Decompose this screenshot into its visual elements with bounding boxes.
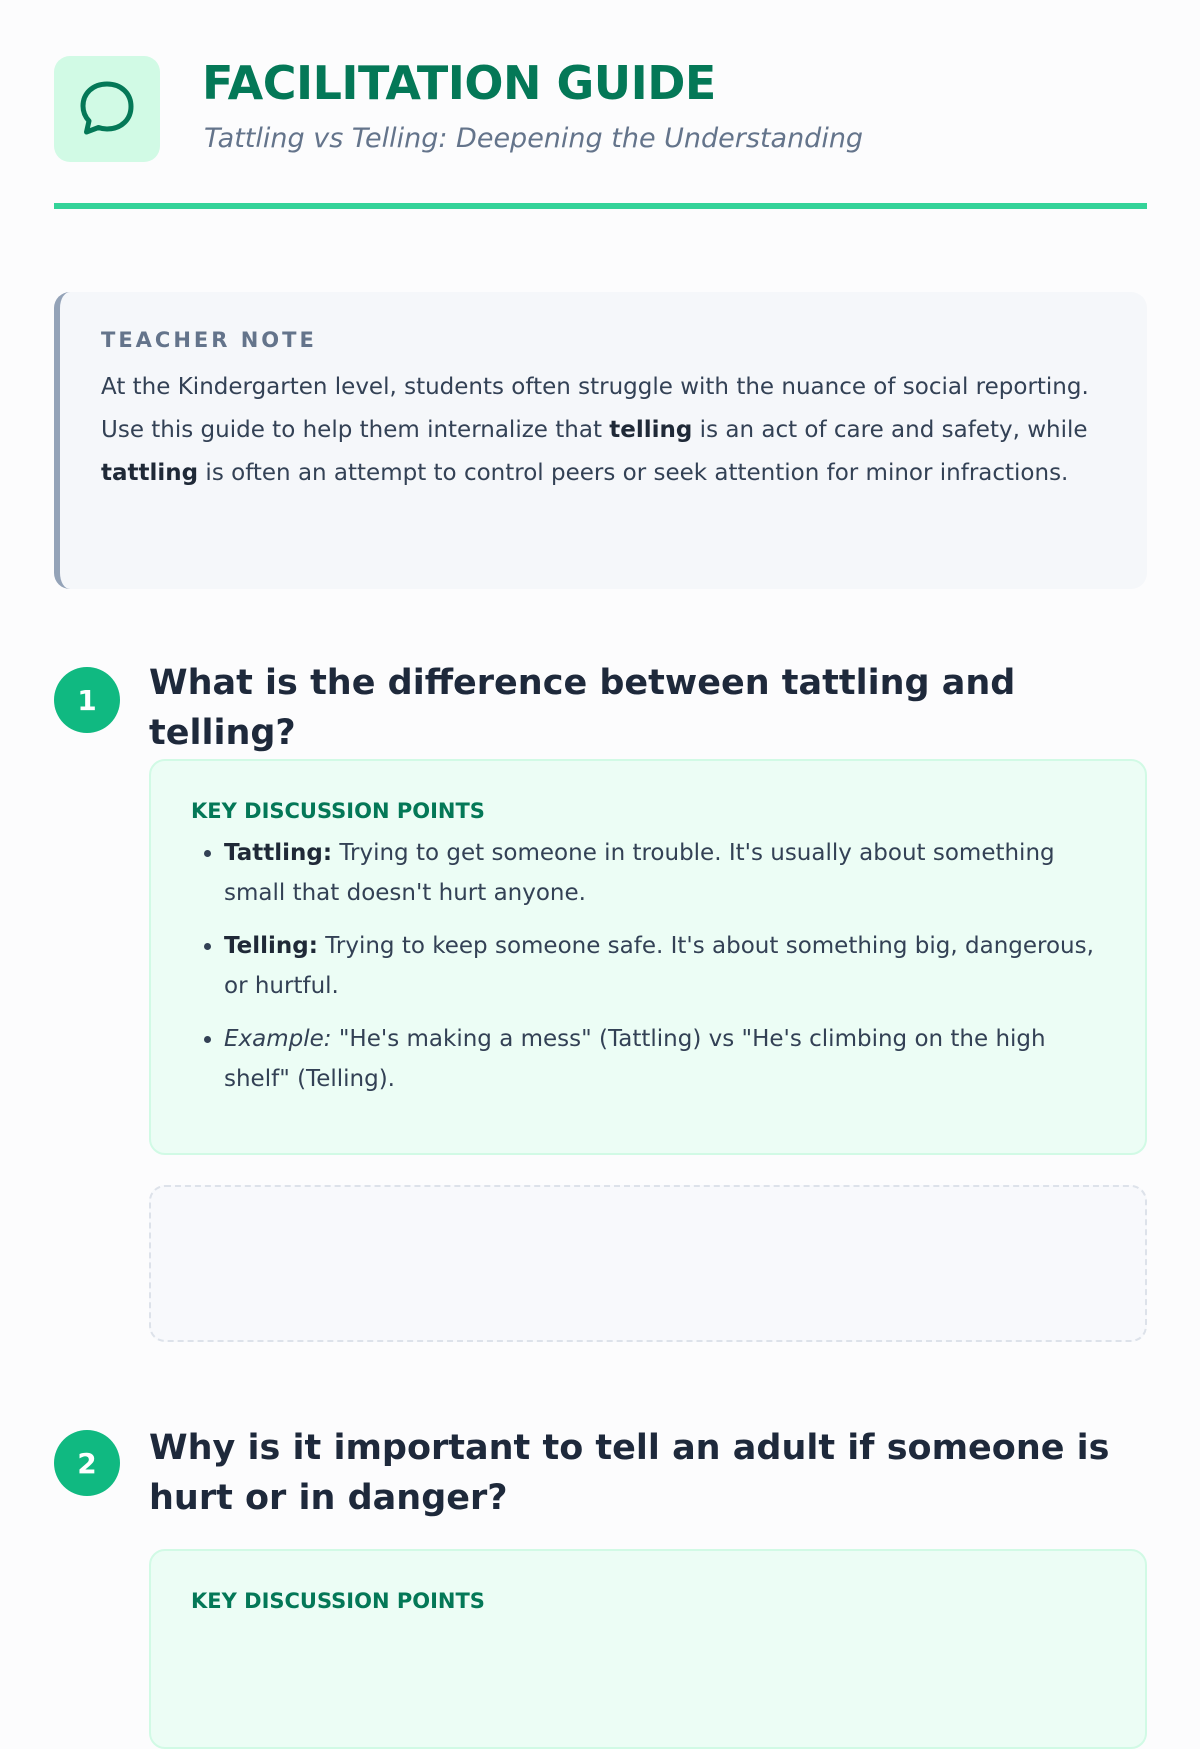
header-divider [54, 203, 1147, 209]
teacher-note-label: TEACHER NOTE [101, 328, 317, 352]
teacher-note-text: At the Kindergarten level, students often struggle with the nuance of social reporting. Use this guide to help them internalize that telling is an act of care and safety, while tattling is often an attempt to control peers or seek attention for minor infractions. [101, 374, 1089, 486]
question-number-badge: 1 [54, 667, 120, 733]
key-discussion-points-label: KEY DISCUSSION POINTS [191, 799, 485, 823]
speech-bubble-icon [54, 56, 160, 162]
key-discussion-points-label: KEY DISCUSSION POINTS [191, 1589, 485, 1613]
key-discussion-points-box [149, 1549, 1147, 1749]
question-title: Why is it important to tell an adult if someone is hurt or in danger? [149, 1428, 1110, 1518]
list-item: • Telling: Trying to keep someone safe. It's about something big, dangerous, or hurtful. [224, 926, 1105, 1006]
page-header [54, 56, 1147, 164]
teacher-note-callout [54, 292, 1147, 589]
list-item: • Tattling: Trying to get someone in trouble. It's usually about something small that doesn't hurt anyone. [224, 833, 1105, 913]
page-title: FACILITATION GUIDE [202, 56, 716, 110]
discussion-points-list [191, 833, 1105, 1099]
response-area[interactable] [149, 1185, 1147, 1342]
page-subtitle: Tattling vs Telling: Deepening the Understanding [204, 123, 864, 154]
key-discussion-points-box [149, 759, 1147, 1155]
question-title: What is the difference between tattling and telling? [149, 663, 1016, 753]
list-item: • Example: "He's making a mess" (Tattling) vs "He's climbing on the high shelf" (Telling). [224, 1019, 1105, 1099]
question-number-badge: 2 [54, 1430, 120, 1496]
